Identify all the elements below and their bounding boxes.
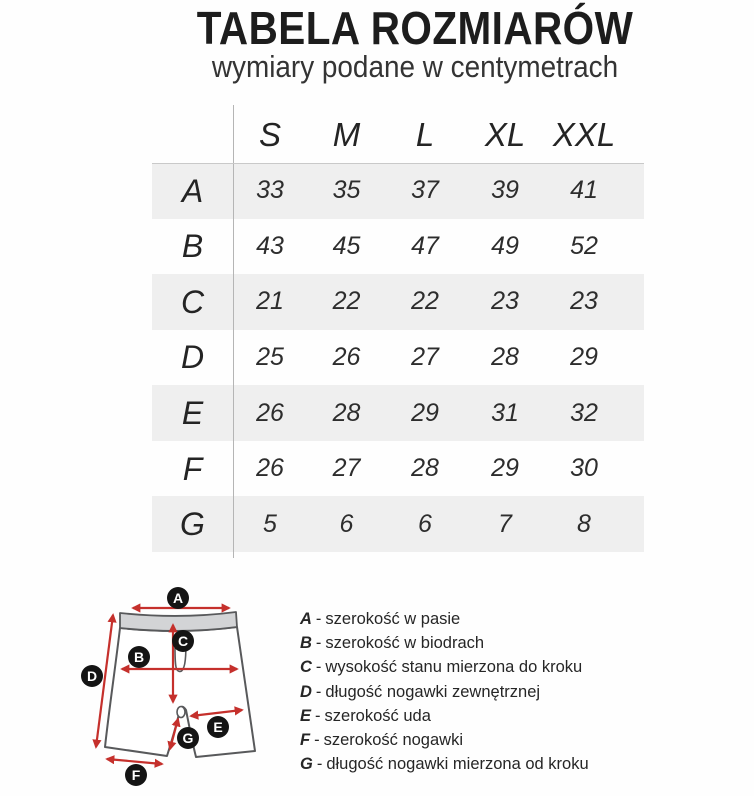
legend-item-c — [300, 655, 589, 679]
row-label-c: C — [180, 283, 205, 320]
row-label-e: E — [181, 395, 204, 432]
shorts-waistband — [120, 612, 237, 631]
column-header-xl: XL — [484, 115, 526, 153]
column-header-xxl: XXL — [552, 115, 616, 153]
cell-c-xxl: 23 — [570, 287, 598, 316]
legend-description: długość nogawki zewnętrznej — [325, 682, 541, 701]
page-subtitle: wymiary podane w centymetrach — [211, 49, 619, 84]
row-label-b: B — [181, 228, 204, 265]
shorts-measurement-diagram — [68, 586, 272, 794]
cell-d-l: 27 — [411, 342, 439, 371]
cell-f-xl: 29 — [491, 454, 519, 483]
cell-f-xxl: 30 — [570, 454, 598, 483]
table-vertical-rule — [233, 105, 234, 558]
table-row-b — [152, 219, 644, 275]
legend-letter: E — [300, 706, 312, 725]
table-row-e — [152, 385, 644, 441]
legend-letter: B — [300, 634, 312, 653]
cell-f-s: 26 — [256, 454, 284, 483]
table-row-g — [152, 496, 644, 552]
measurement-legend — [300, 607, 589, 776]
page-title: TABELA ROZMIARÓW — [196, 2, 634, 54]
marker-c — [172, 630, 194, 652]
marker-e — [207, 716, 229, 738]
row-label-f: F — [182, 450, 203, 487]
table-row-a — [152, 163, 644, 219]
row-label-d: D — [180, 339, 205, 376]
cell-a-xl: 39 — [491, 176, 519, 205]
table-row-c — [152, 274, 644, 330]
svg-text:A: A — [172, 590, 184, 606]
legend-letter: D — [300, 682, 312, 701]
cell-b-xl: 49 — [491, 231, 519, 260]
legend-letter: C — [300, 658, 312, 677]
cell-g-xxl: 8 — [577, 509, 591, 538]
cell-b-xxl: 52 — [570, 231, 598, 260]
cell-d-xxl: 29 — [570, 342, 598, 371]
cell-d-m: 26 — [332, 342, 361, 371]
crotch-detail — [177, 707, 185, 718]
cell-g-l: 6 — [418, 509, 432, 538]
legend-item-b — [300, 631, 589, 655]
marker-b — [128, 646, 150, 668]
marker-d — [81, 665, 103, 687]
cell-b-l: 47 — [411, 231, 439, 260]
legend-separator: - — [315, 610, 322, 628]
legend-item-g — [300, 752, 589, 776]
svg-text:C: C — [177, 633, 189, 649]
column-header-l: L — [415, 115, 435, 153]
legend-item-d — [300, 680, 589, 704]
table-horizontal-rule — [152, 163, 644, 164]
cell-g-s: 5 — [263, 509, 277, 538]
size-table — [152, 105, 644, 552]
cell-c-m: 22 — [332, 287, 361, 316]
cell-e-s: 26 — [256, 398, 284, 427]
legend-letter: G — [300, 755, 313, 774]
arrow-f — [107, 759, 162, 764]
table-row-f — [152, 441, 644, 497]
cell-d-s: 25 — [256, 342, 284, 371]
column-header-m: M — [332, 115, 361, 153]
cell-a-m: 35 — [332, 176, 361, 205]
column-header-s: S — [258, 115, 281, 153]
cell-a-s: 33 — [256, 176, 284, 205]
svg-text:G: G — [182, 730, 194, 746]
cell-g-m: 6 — [339, 509, 354, 538]
cell-d-xl: 28 — [491, 342, 519, 371]
table-row-d — [152, 330, 644, 386]
cell-f-m: 27 — [332, 454, 361, 483]
legend-item-a — [300, 607, 589, 631]
header — [0, 2, 754, 84]
legend-description: szerokość w pasie — [325, 610, 461, 628]
cell-a-l: 37 — [411, 176, 439, 205]
cell-e-l: 29 — [411, 398, 439, 427]
svg-text:B: B — [133, 649, 145, 665]
legend-separator: - — [316, 755, 323, 774]
cell-e-m: 28 — [332, 398, 361, 427]
legend-separator: - — [314, 730, 320, 749]
legend-letter: A — [300, 610, 312, 628]
legend-separator: - — [315, 706, 321, 725]
legend-description: wysokość stanu mierzona do kroku — [325, 658, 583, 677]
cell-e-xl: 31 — [491, 398, 519, 427]
table-header-row — [152, 105, 644, 163]
cell-b-m: 45 — [332, 231, 361, 260]
cell-c-xl: 23 — [491, 287, 519, 316]
cell-f-l: 28 — [411, 454, 439, 483]
row-label-a: A — [181, 172, 204, 209]
legend-separator: - — [315, 682, 322, 701]
marker-a — [167, 587, 189, 609]
legend-letter: F — [300, 730, 311, 749]
cell-g-xl: 7 — [498, 509, 512, 538]
marker-g — [177, 727, 199, 749]
legend-item-f — [300, 728, 589, 752]
legend-description: szerokość uda — [324, 706, 431, 725]
row-label-g: G — [180, 506, 205, 543]
svg-text:E: E — [213, 719, 223, 735]
legend-item-e — [300, 704, 589, 728]
legend-separator: - — [315, 658, 322, 677]
svg-text:D: D — [86, 668, 98, 684]
legend-separator: - — [315, 634, 322, 653]
cell-e-xxl: 32 — [570, 398, 598, 427]
cell-a-xxl: 41 — [570, 176, 598, 205]
legend-description: szerokość nogawki — [323, 730, 463, 749]
cell-c-l: 22 — [411, 287, 439, 316]
legend-description: szerokość w biodrach — [325, 634, 485, 653]
marker-f — [125, 764, 147, 786]
legend-description: długość nogawki mierzona od kroku — [326, 755, 589, 774]
svg-text:F: F — [131, 767, 141, 783]
cell-b-s: 43 — [256, 231, 284, 260]
cell-c-s: 21 — [256, 287, 284, 316]
